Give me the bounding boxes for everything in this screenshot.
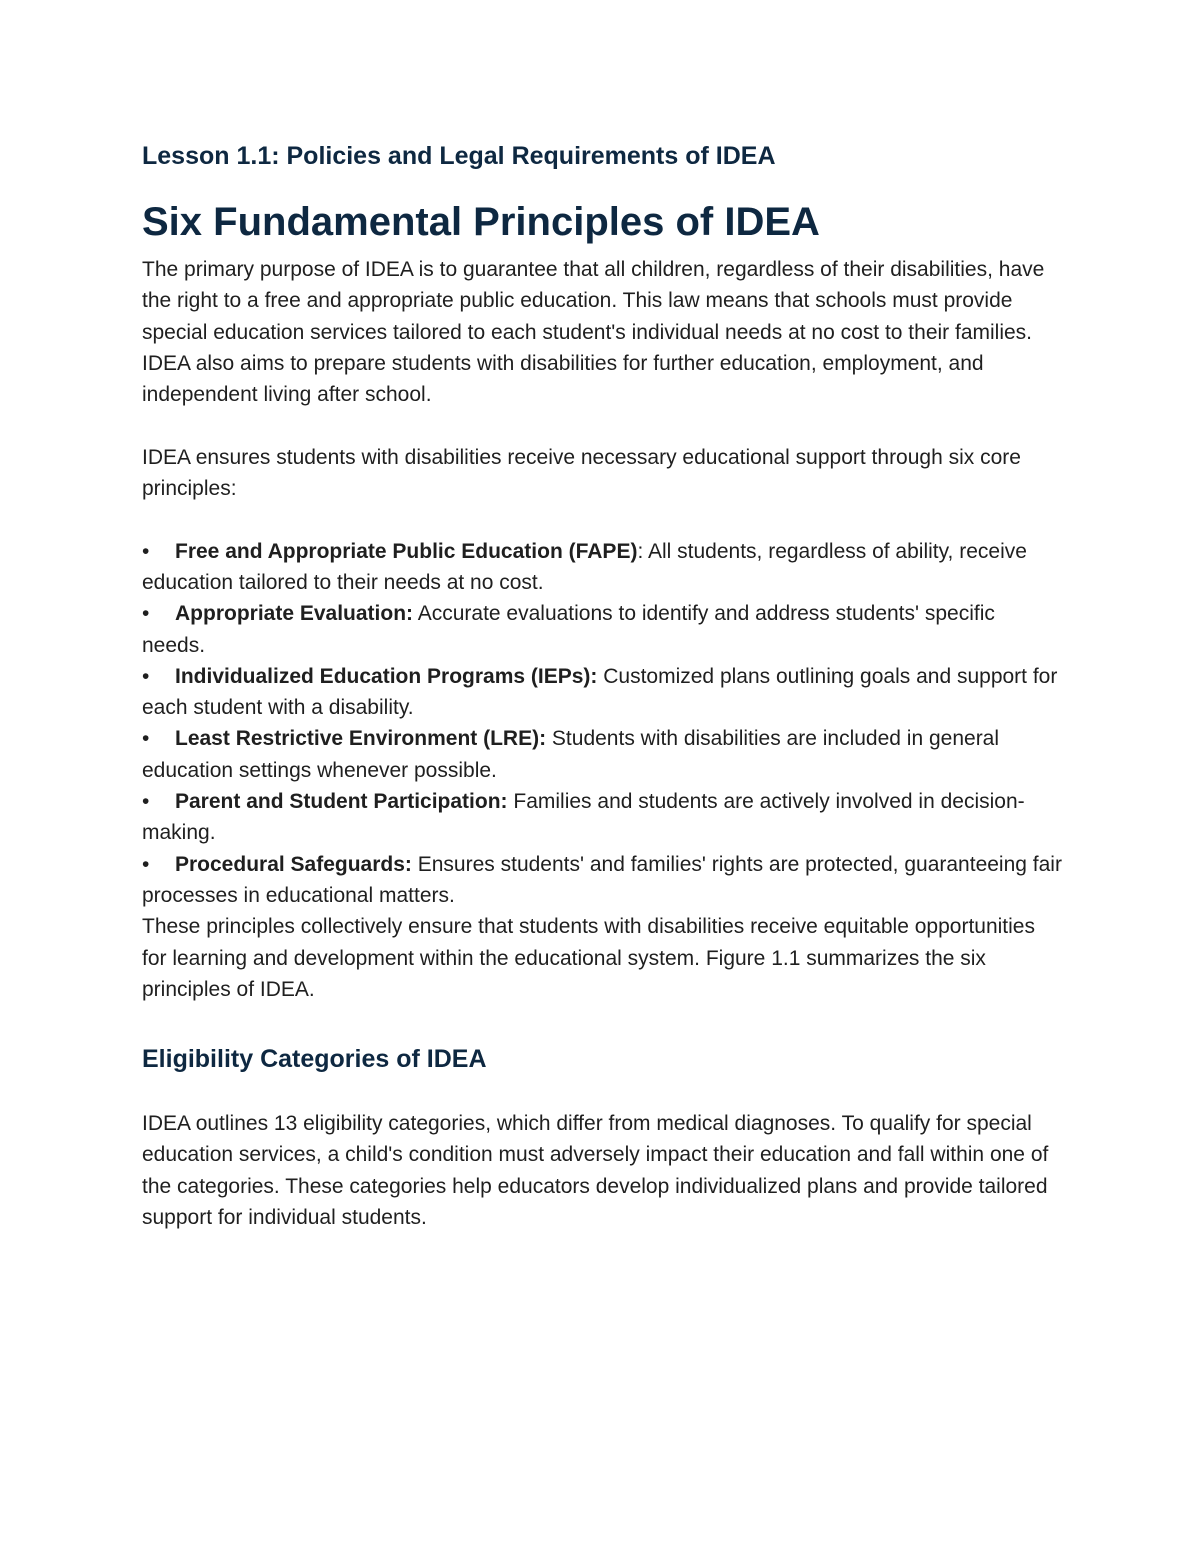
list-item xyxy=(142,598,1062,661)
principle-description: Customized plans outlining goals and support for each student with a disability. xyxy=(142,664,1058,720)
eligibility-heading: Eligibility Categories of IDEA xyxy=(142,1045,487,1074)
document-page xyxy=(142,138,1062,1233)
principle-description: Accurate evaluations to identify and address students' specific needs. xyxy=(142,602,995,657)
list-item xyxy=(142,786,1062,849)
principles-summary: These principles collectively ensure that students with disabilities receive equitable opportunities for learning and development within the educational system. Figure 1.1 summarizes the six principles of IDEA. xyxy=(142,915,1035,1001)
principle-separator: : xyxy=(637,539,644,563)
principle-term: Appropriate Evaluation: xyxy=(175,602,414,626)
principle-term: Free and Appropriate Public Education (FAPE) xyxy=(175,539,638,563)
principle-term: Procedural Safeguards: xyxy=(175,852,412,876)
principle-term: Individualized Education Programs (IEPs): xyxy=(175,664,598,688)
bullet-icon: • xyxy=(142,727,150,751)
list-item xyxy=(142,849,1062,912)
principles-intro: IDEA ensures students with disabilities receive necessary educational support through six core principles: xyxy=(142,445,1021,501)
list-item xyxy=(142,723,1062,786)
principle-description: Students with disabilities are included in general education settings whenever possible. xyxy=(142,727,1000,782)
paragraph-spacer xyxy=(142,504,1062,535)
list-item xyxy=(142,536,1062,599)
bullet-icon: • xyxy=(142,852,150,876)
principle-description: Families and students are actively involved in decision-making. xyxy=(142,790,1025,845)
principle-term: Least Restrictive Environment (LRE): xyxy=(175,727,547,751)
principles-list xyxy=(142,536,1062,912)
lesson-title: Lesson 1.1: Policies and Legal Requirements of IDEA xyxy=(142,142,776,170)
main-heading: Six Fundamental Principles of IDEA xyxy=(142,200,820,244)
bullet-icon: • xyxy=(142,790,150,814)
eligibility-paragraph: IDEA outlines 13 eligibility categories, which differ from medical diagnoses. To qualify for special education services, a child's condition must adversely impact their education and fall within one of the categories. These categories help educators develop individualized plans and provide tailored support for individual students. xyxy=(142,1112,1049,1230)
list-item xyxy=(142,661,1062,724)
principle-description: Ensures students' and families' rights are protected, guaranteeing fair processes in educational matters. xyxy=(142,852,1062,907)
bullet-icon: • xyxy=(142,539,150,563)
principle-description: All students, regardless of ability, receive education tailored to their needs at no cost. xyxy=(142,539,1027,594)
bullet-icon: • xyxy=(142,664,150,688)
paragraph-spacer xyxy=(142,410,1062,441)
bullet-icon: • xyxy=(142,602,150,626)
paragraph-spacer xyxy=(142,1077,1062,1108)
principle-term: Parent and Student Participation: xyxy=(175,790,508,814)
intro-paragraph: The primary purpose of IDEA is to guarantee that all children, regardless of their disabilities, have the right to a free and appropriate public education. This law means that schools must provide special education services tailored to each student's individual needs at no cost to their families. IDEA also aims to prepare students with disabilities for further education, employment, and independent living after school. xyxy=(142,258,1045,407)
